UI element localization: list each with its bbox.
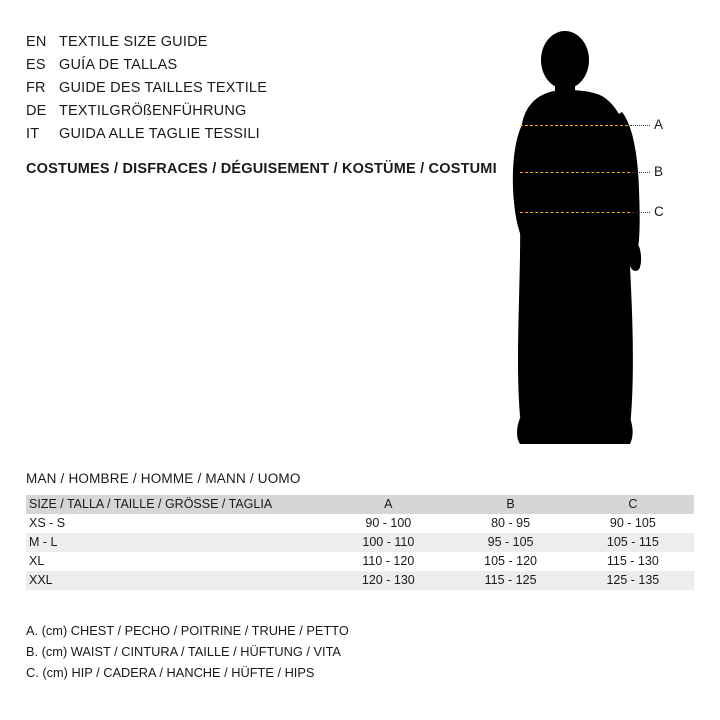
chest-guide-line — [520, 125, 628, 126]
column-header-a: A — [384, 497, 393, 511]
language-code: EN — [26, 34, 47, 50]
cell-size: M - L — [29, 535, 58, 549]
cell-size: XL — [29, 554, 45, 568]
hip-tick — [632, 212, 650, 213]
measurement-notes — [26, 620, 349, 683]
cell-b: 115 - 125 — [484, 573, 537, 587]
table-row — [26, 533, 694, 552]
language-title: TEXTILE SIZE GUIDE — [59, 34, 208, 50]
category-line: COSTUMES / DISFRACES / DÉGUISEMENT / KOSTÜME / COSTUMI — [26, 161, 497, 177]
table-title: MAN / HOMBRE / HOMME / MANN / UOMO — [26, 471, 301, 486]
language-row — [26, 80, 456, 103]
table-row — [26, 514, 694, 533]
language-code: DE — [26, 103, 47, 119]
cell-b: 105 - 120 — [484, 554, 537, 568]
language-title: GUÍA DE TALLAS — [59, 57, 178, 73]
language-title: GUIDE DES TAILLES TEXTILE — [59, 80, 268, 96]
marker-label-b: B — [654, 164, 664, 179]
cell-b: 95 - 105 — [487, 535, 534, 549]
figure-area — [470, 20, 700, 450]
note-c: C. (cm) HIP / CADERA / HANCHE / HÜFTE / HIPS — [26, 665, 315, 680]
cell-a: 90 - 100 — [365, 516, 412, 530]
column-header-c: C — [628, 497, 638, 511]
cell-size: XXL — [29, 573, 53, 587]
language-list — [26, 34, 456, 149]
cell-c: 125 - 135 — [606, 573, 660, 587]
language-title: GUIDA ALLE TAGLIE TESSILI — [59, 126, 260, 142]
table-row — [26, 571, 694, 590]
cell-a: 100 - 110 — [362, 535, 415, 549]
marker-label-a: A — [654, 117, 664, 132]
waist-tick — [632, 172, 650, 173]
language-title: TEXTILGRÖßENFÜHRUNG — [59, 103, 247, 119]
hip-guide-line — [520, 212, 630, 213]
cell-size: XS - S — [29, 516, 66, 530]
table-header-row — [26, 495, 694, 514]
cell-a: 110 - 120 — [362, 554, 415, 568]
table-row — [26, 552, 694, 571]
cell-a: 120 - 130 — [361, 573, 415, 587]
cell-c: 105 - 115 — [606, 535, 659, 549]
note-b: B. (cm) WAIST / CINTURA / TAILLE / HÜFTUNG / VITA — [26, 644, 341, 659]
language-code: IT — [26, 126, 40, 142]
body-silhouette-icon — [470, 20, 700, 450]
language-code: FR — [26, 80, 46, 96]
language-row — [26, 34, 456, 57]
chest-tick — [630, 125, 650, 126]
language-code: ES — [26, 57, 46, 73]
language-row — [26, 57, 456, 80]
note-a: A. (cm) CHEST / PECHO / POITRINE / TRUHE / PETTO — [26, 623, 349, 638]
cell-c: 90 - 105 — [609, 516, 656, 530]
size-table — [26, 495, 694, 590]
language-row — [26, 126, 456, 149]
cell-b: 80 - 95 — [491, 516, 531, 530]
column-header-b: B — [506, 497, 515, 511]
cell-c: 115 - 130 — [606, 554, 659, 568]
waist-guide-line — [520, 172, 630, 173]
column-header-size: SIZE / TALLA / TAILLE / GRÖSSE / TAGLIA — [29, 497, 273, 511]
marker-label-c: C — [654, 204, 664, 219]
language-row — [26, 103, 456, 126]
